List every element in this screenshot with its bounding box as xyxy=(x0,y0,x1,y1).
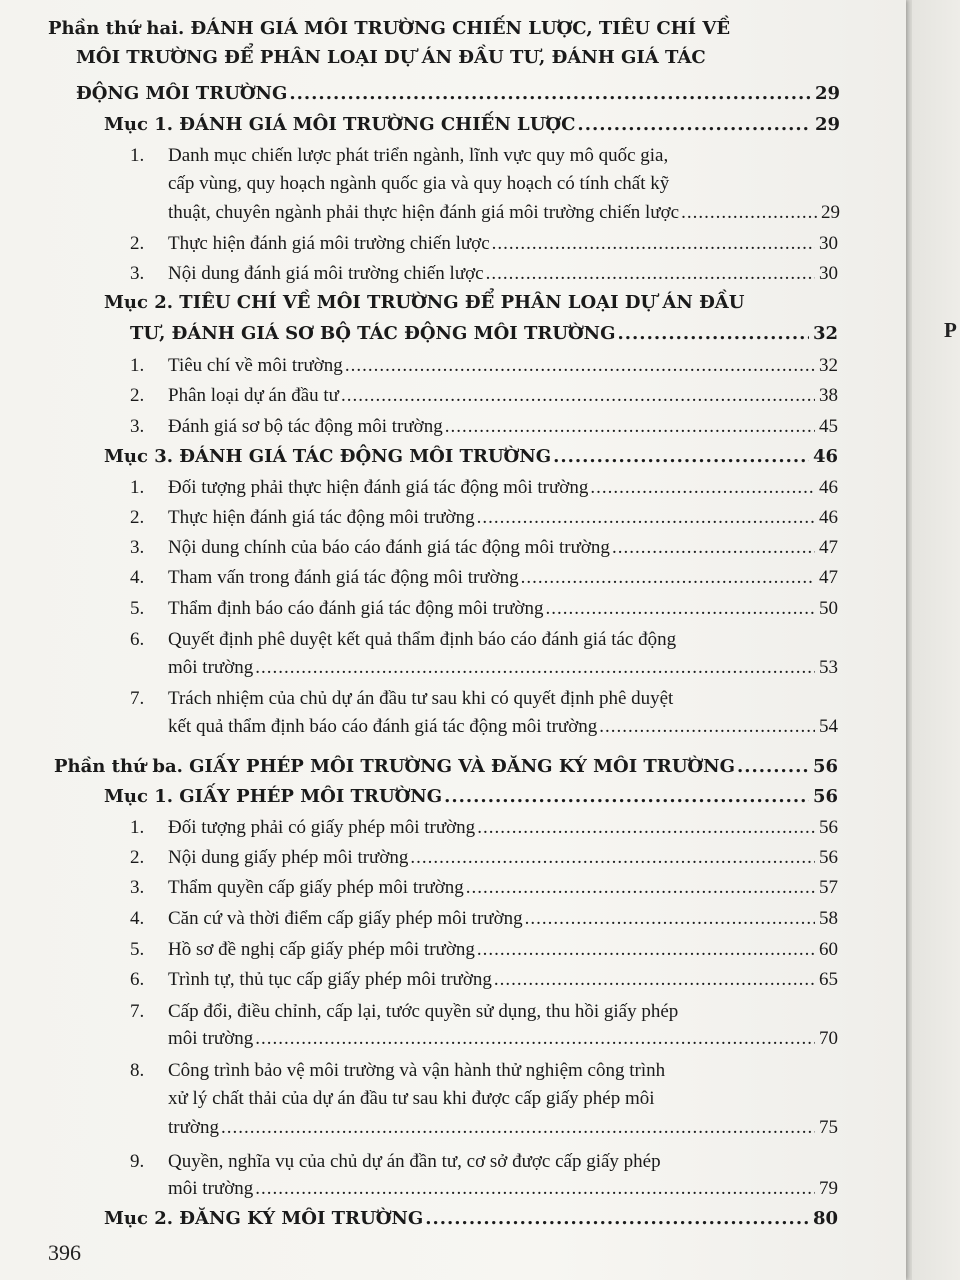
dot-leader xyxy=(410,847,815,869)
toc-item xyxy=(130,877,838,899)
page-ref: 46 xyxy=(819,477,838,498)
item-number: 2. xyxy=(130,233,145,254)
toc-item xyxy=(130,355,838,377)
page-ref: 60 xyxy=(819,939,838,960)
item-text: Cấp đổi, điều chỉnh, cấp lại, tước quyền sử dụng, thu hồi giấy phép xyxy=(168,1001,679,1022)
page-ref: 30 xyxy=(819,263,838,284)
item-text: Nội dung chính của báo cáo đánh giá tác động môi trường xyxy=(168,537,610,558)
dot-leader xyxy=(681,202,817,224)
item-number: 8. xyxy=(130,1060,145,1081)
item-number: 7. xyxy=(130,688,145,709)
item-text: Tiêu chí về môi trường xyxy=(168,355,343,376)
item-number: 3. xyxy=(130,537,145,558)
dot-leader xyxy=(341,385,815,407)
item-text: Đối tượng phải có giấy phép môi trường xyxy=(168,817,476,838)
toc-item xyxy=(130,847,838,869)
item-text: Thẩm quyền cấp giấy phép môi trường xyxy=(168,877,464,898)
page-ref: 50 xyxy=(819,598,838,619)
page-ref: 32 xyxy=(812,323,838,344)
toc-item-cont xyxy=(168,716,838,738)
adjacent-page-letter: P xyxy=(944,318,957,342)
toc-entry xyxy=(104,114,840,135)
toc-item xyxy=(130,537,838,559)
page-ref: 53 xyxy=(819,657,838,678)
page-ref: 38 xyxy=(819,385,838,406)
item-text: Quyết định phê duyệt kết quả thẩm định báo cáo đánh giá tác động xyxy=(168,629,677,650)
toc-item xyxy=(130,263,838,285)
page-ref: 47 xyxy=(819,567,838,588)
page-ref: 57 xyxy=(819,877,838,898)
item-text: Công trình bảo vệ môi trường và vận hành thử nghiệm công trình xyxy=(168,1060,666,1081)
toc-entry xyxy=(104,786,838,807)
section-title: Mục 2. TIÊU CHÍ VỀ MÔI TRƯỜNG ĐỂ PHÂN LOẠI DỰ ÁN ĐẦU xyxy=(104,292,745,313)
page-ref: 56 xyxy=(812,786,838,807)
dot-leader xyxy=(525,908,815,930)
page-ref: 30 xyxy=(819,233,838,254)
toc-item-cont xyxy=(168,202,840,224)
page-ref: 65 xyxy=(819,969,838,990)
dot-leader xyxy=(599,716,815,738)
item-number: 2. xyxy=(130,847,145,868)
toc-item xyxy=(130,145,840,167)
page-ref: 29 xyxy=(821,202,840,223)
page-ref: 58 xyxy=(819,908,838,929)
item-text: Căn cứ và thời điểm cấp giấy phép môi trường xyxy=(168,908,523,929)
section-title: Mục 2. ĐĂNG KÝ MÔI TRƯỜNG xyxy=(104,1208,424,1229)
toc-item-cont xyxy=(168,1028,838,1050)
item-number: 3. xyxy=(130,416,145,437)
section-title: Mục 1. GIẤY PHÉP MÔI TRƯỜNG xyxy=(104,786,443,807)
part-title: Phần thứ ba. GIẤY PHÉP MÔI TRƯỜNG VÀ ĐĂNG KÝ MÔI TRƯỜNG xyxy=(54,756,735,777)
dot-leader xyxy=(553,446,809,467)
section-title: Mục 1. ĐÁNH GIÁ MÔI TRƯỜNG CHIẾN LƯỢC xyxy=(104,114,576,135)
page-ref: 47 xyxy=(819,537,838,558)
item-text: kết quả thẩm định báo cáo đánh giá tác động môi trường xyxy=(168,716,598,737)
toc-item-cont xyxy=(168,1178,838,1200)
item-text: xử lý chất thải của dự án đầu tư sau khi được cấp giấy phép môi xyxy=(168,1088,655,1109)
toc-item xyxy=(130,385,838,407)
toc-item-cont xyxy=(168,1117,838,1139)
dot-leader xyxy=(466,877,815,899)
dot-leader xyxy=(737,756,809,777)
dot-leader xyxy=(612,537,815,559)
item-text: Phân loại dự án đầu tư xyxy=(168,385,339,406)
dot-leader xyxy=(477,939,815,961)
item-text: môi trường xyxy=(168,657,254,678)
toc-item xyxy=(130,416,838,438)
section-title: Mục 3. ĐÁNH GIÁ TÁC ĐỘNG MÔI TRƯỜNG xyxy=(104,446,552,467)
item-text: Thẩm định báo cáo đánh giá tác động môi trường xyxy=(168,598,544,619)
part-title-line: Phần thứ hai. ĐÁNH GIÁ MÔI TRƯỜNG CHIẾN LƯỢC, TIÊU CHÍ VỀ xyxy=(48,18,731,39)
part-heading xyxy=(76,47,838,68)
item-text: Thực hiện đánh giá môi trường chiến lược xyxy=(168,233,490,254)
item-number: 5. xyxy=(130,598,145,619)
item-number: 7. xyxy=(130,1001,145,1022)
item-text: Tham vấn trong đánh giá tác động môi trường xyxy=(168,567,519,588)
item-number: 4. xyxy=(130,908,145,929)
item-number: 1. xyxy=(130,145,145,166)
part-heading xyxy=(48,18,838,39)
toc-item xyxy=(130,567,838,589)
toc-item xyxy=(130,1060,838,1082)
page-ref: 32 xyxy=(819,355,838,376)
item-number: 9. xyxy=(130,1151,145,1172)
entry-title: ĐỘNG MÔI TRƯỜNG xyxy=(76,83,288,104)
item-text: Trách nhiệm của chủ dự án đầu tư sau khi có quyết định phê duyệt xyxy=(168,688,674,709)
dot-leader xyxy=(545,598,815,620)
dot-leader xyxy=(477,817,815,839)
page-ref: 46 xyxy=(812,446,838,467)
item-text: cấp vùng, quy hoạch ngành quốc gia và quy hoạch có tính chất kỹ xyxy=(168,173,670,194)
page-ref: 56 xyxy=(819,847,838,868)
toc-entry xyxy=(76,83,840,104)
toc-item xyxy=(130,629,838,651)
toc-item xyxy=(130,969,838,991)
page-ref: 70 xyxy=(819,1028,838,1049)
dot-leader xyxy=(494,969,815,991)
toc-item xyxy=(130,507,838,529)
toc-entry xyxy=(104,1208,838,1229)
page-ref: 80 xyxy=(812,1208,838,1229)
page-ref: 29 xyxy=(814,114,840,135)
page-ref: 54 xyxy=(819,716,838,737)
toc-entry xyxy=(54,756,838,777)
dot-leader xyxy=(425,1208,809,1229)
dot-leader xyxy=(477,507,815,529)
toc-item-cont xyxy=(168,173,840,195)
dot-leader xyxy=(577,114,811,135)
dot-leader xyxy=(492,233,815,255)
dot-leader xyxy=(255,1178,815,1200)
dot-leader xyxy=(345,355,815,377)
dot-leader xyxy=(618,323,809,344)
toc-entry xyxy=(104,446,838,467)
toc-item xyxy=(130,817,838,839)
dot-leader xyxy=(445,416,815,438)
item-number: 3. xyxy=(130,877,145,898)
dot-leader xyxy=(444,786,809,807)
page-ref: 79 xyxy=(819,1178,838,1199)
toc-item xyxy=(130,598,838,620)
toc-item-cont xyxy=(168,657,838,679)
page-ref: 75 xyxy=(819,1117,838,1138)
item-number: 1. xyxy=(130,817,145,838)
toc-entry xyxy=(130,323,838,344)
item-number: 6. xyxy=(130,629,145,650)
dot-leader xyxy=(255,1028,815,1050)
item-text: Đánh giá sơ bộ tác động môi trường xyxy=(168,416,443,437)
item-text: môi trường xyxy=(168,1028,254,1049)
item-text: Danh mục chiến lược phát triển ngành, lĩnh vực quy mô quốc gia, xyxy=(168,145,669,166)
item-text: Đối tượng phải thực hiện đánh giá tác động môi trường xyxy=(168,477,589,498)
toc-item xyxy=(130,939,838,961)
dot-leader xyxy=(289,83,811,104)
item-text: môi trường xyxy=(168,1178,254,1199)
item-text: Hồ sơ đề nghị cấp giấy phép môi trường xyxy=(168,939,475,960)
item-number: 6. xyxy=(130,969,145,990)
item-text: thuật, chuyên ngành phải thực hiện đánh giá môi trường chiến lược xyxy=(168,202,680,223)
dot-leader xyxy=(590,477,815,499)
page-ref: 45 xyxy=(819,416,838,437)
item-text: Nội dung giấy phép môi trường xyxy=(168,847,409,868)
part-title-line: MÔI TRƯỜNG ĐỂ PHÂN LOẠI DỰ ÁN ĐẦU TƯ, ĐÁNH GIÁ TÁC xyxy=(76,47,706,68)
section-title: TƯ, ĐÁNH GIÁ SƠ BỘ TÁC ĐỘNG MÔI TRƯỜNG xyxy=(130,323,616,344)
dot-leader xyxy=(521,567,815,589)
dot-leader xyxy=(221,1117,815,1139)
item-number: 1. xyxy=(130,355,145,376)
dot-leader xyxy=(486,263,815,285)
page-ref: 29 xyxy=(814,83,840,104)
page-number: 396 xyxy=(48,1240,81,1265)
item-text: trường xyxy=(168,1117,219,1138)
item-number: 3. xyxy=(130,263,145,284)
toc-item xyxy=(130,908,838,930)
item-number: 4. xyxy=(130,567,145,588)
item-number: 5. xyxy=(130,939,145,960)
toc-item xyxy=(130,1151,838,1173)
item-text: Nội dung đánh giá môi trường chiến lược xyxy=(168,263,484,284)
page-ref: 56 xyxy=(819,817,838,838)
item-text: Trình tự, thủ tục cấp giấy phép môi trường xyxy=(168,969,492,990)
toc-item xyxy=(130,1001,838,1023)
section-heading xyxy=(104,292,840,313)
item-number: 2. xyxy=(130,507,145,528)
item-number: 1. xyxy=(130,477,145,498)
toc-item xyxy=(130,477,838,499)
dot-leader xyxy=(255,657,815,679)
page-ref: 46 xyxy=(819,507,838,528)
page-ref: 56 xyxy=(812,756,838,777)
adjacent-page-edge xyxy=(912,0,960,1280)
item-text: Thực hiện đánh giá tác động môi trường xyxy=(168,507,475,528)
item-number: 2. xyxy=(130,385,145,406)
item-text: Quyền, nghĩa vụ của chủ dự án đần tư, cơ sở được cấp giấy phép xyxy=(168,1151,661,1172)
toc-item xyxy=(130,233,838,255)
toc-item-cont xyxy=(168,1088,838,1110)
toc-item xyxy=(130,688,838,710)
